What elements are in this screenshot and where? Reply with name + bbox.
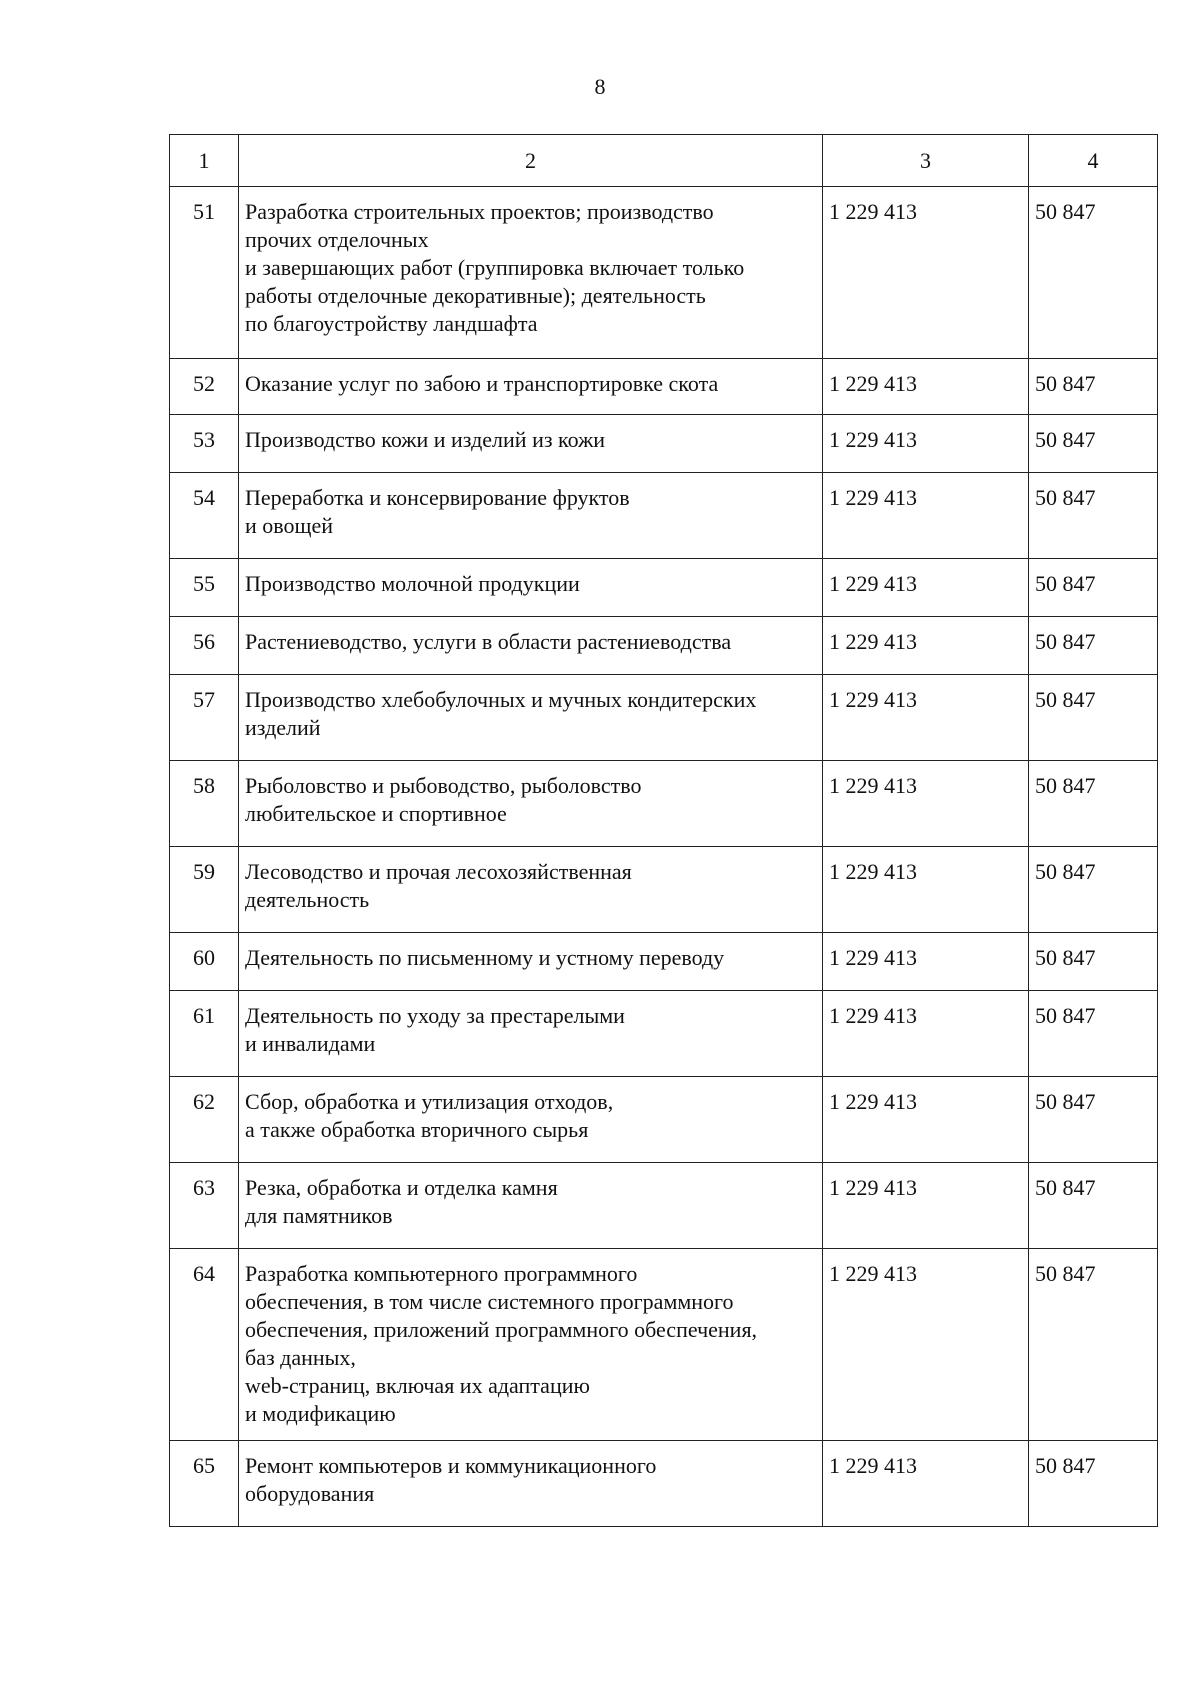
table-header-row: [170, 135, 1158, 187]
row-value-col3: 1 229 413: [823, 761, 1029, 847]
row-value-col4: 50 847: [1029, 559, 1158, 617]
row-number: 64: [170, 1249, 239, 1441]
row-value-col4: 50 847: [1029, 415, 1158, 473]
row-value-col4: 50 847: [1029, 991, 1158, 1077]
table-row: [170, 187, 1158, 359]
table-row: [170, 675, 1158, 761]
row-number: 53: [170, 415, 239, 473]
row-value-col3: 1 229 413: [823, 933, 1029, 991]
row-number: 55: [170, 559, 239, 617]
row-description: Деятельность по уходу за престарелыми и инвалидами: [239, 991, 823, 1077]
row-description: Сбор, обработка и утилизация отходов, а также обработка вторичного сырья: [239, 1077, 823, 1163]
header-cell: 4: [1029, 135, 1158, 187]
row-description: Ремонт компьютеров и коммуникационного оборудования: [239, 1441, 823, 1527]
row-number: 52: [170, 359, 239, 415]
row-value-col4: 50 847: [1029, 847, 1158, 933]
header-cell: 2: [239, 135, 823, 187]
row-number: 63: [170, 1163, 239, 1249]
row-value-col3: 1 229 413: [823, 675, 1029, 761]
row-value-col4: 50 847: [1029, 473, 1158, 559]
row-value-col4: 50 847: [1029, 1163, 1158, 1249]
table-row: [170, 1163, 1158, 1249]
row-description: Разработка строительных проектов; производство прочих отделочных и завершающих работ (группировка включает только работы отделочные декоративные); деятельность по благоустройству ландшафта: [239, 187, 823, 359]
row-description: Оказание услуг по забою и транспортировке скота: [239, 359, 823, 415]
row-number: 59: [170, 847, 239, 933]
row-value-col3: 1 229 413: [823, 187, 1029, 359]
row-number: 58: [170, 761, 239, 847]
row-description: Рыболовство и рыбоводство, рыболовство любительское и спортивное: [239, 761, 823, 847]
row-value-col3: 1 229 413: [823, 1077, 1029, 1163]
row-number: 51: [170, 187, 239, 359]
table-row: [170, 617, 1158, 675]
row-value-col4: 50 847: [1029, 1249, 1158, 1441]
table-row: [170, 1441, 1158, 1527]
row-value-col3: 1 229 413: [823, 1163, 1029, 1249]
row-number: 61: [170, 991, 239, 1077]
header-cell: 3: [823, 135, 1029, 187]
row-value-col3: 1 229 413: [823, 559, 1029, 617]
row-value-col3: 1 229 413: [823, 847, 1029, 933]
row-value-col4: 50 847: [1029, 1441, 1158, 1527]
header-cell: 1: [170, 135, 239, 187]
row-value-col3: 1 229 413: [823, 359, 1029, 415]
row-value-col4: 50 847: [1029, 933, 1158, 991]
table-row: [170, 473, 1158, 559]
row-number: 62: [170, 1077, 239, 1163]
table-row: [170, 991, 1158, 1077]
row-value-col4: 50 847: [1029, 617, 1158, 675]
row-value-col4: 50 847: [1029, 359, 1158, 415]
row-description: Разработка компьютерного программного обеспечения, в том числе системного программного обеспечения, приложений программного обеспечения, баз данных, web-страниц, включая их адаптацию и модификацию: [239, 1249, 823, 1441]
activity-table: [169, 134, 1158, 1527]
row-description: Растениеводство, услуги в области растениеводства: [239, 617, 823, 675]
row-value-col4: 50 847: [1029, 761, 1158, 847]
table-row: [170, 559, 1158, 617]
table-row: [170, 761, 1158, 847]
row-description: Деятельность по письменному и устному переводу: [239, 933, 823, 991]
row-value-col3: 1 229 413: [823, 991, 1029, 1077]
row-value-col4: 50 847: [1029, 675, 1158, 761]
row-description: Производство кожи и изделий из кожи: [239, 415, 823, 473]
row-value-col3: 1 229 413: [823, 473, 1029, 559]
row-description: Резка, обработка и отделка камня для памятников: [239, 1163, 823, 1249]
row-description: Производство молочной продукции: [239, 559, 823, 617]
row-value-col3: 1 229 413: [823, 617, 1029, 675]
row-number: 56: [170, 617, 239, 675]
row-number: 54: [170, 473, 239, 559]
row-value-col3: 1 229 413: [823, 415, 1029, 473]
row-value-col4: 50 847: [1029, 1077, 1158, 1163]
table-row: [170, 359, 1158, 415]
row-description: Переработка и консервирование фруктов и овощей: [239, 473, 823, 559]
row-number: 57: [170, 675, 239, 761]
row-number: 65: [170, 1441, 239, 1527]
row-number: 60: [170, 933, 239, 991]
row-value-col4: 50 847: [1029, 187, 1158, 359]
page-number: 8: [594, 74, 606, 99]
row-description: Лесоводство и прочая лесохозяйственная деятельность: [239, 847, 823, 933]
table-row: [170, 933, 1158, 991]
table-row: [170, 847, 1158, 933]
table-row: [170, 1077, 1158, 1163]
row-value-col3: 1 229 413: [823, 1441, 1029, 1527]
row-description: Производство хлебобулочных и мучных кондитерских изделий: [239, 675, 823, 761]
row-value-col3: 1 229 413: [823, 1249, 1029, 1441]
table-row: [170, 1249, 1158, 1441]
table-row: [170, 415, 1158, 473]
